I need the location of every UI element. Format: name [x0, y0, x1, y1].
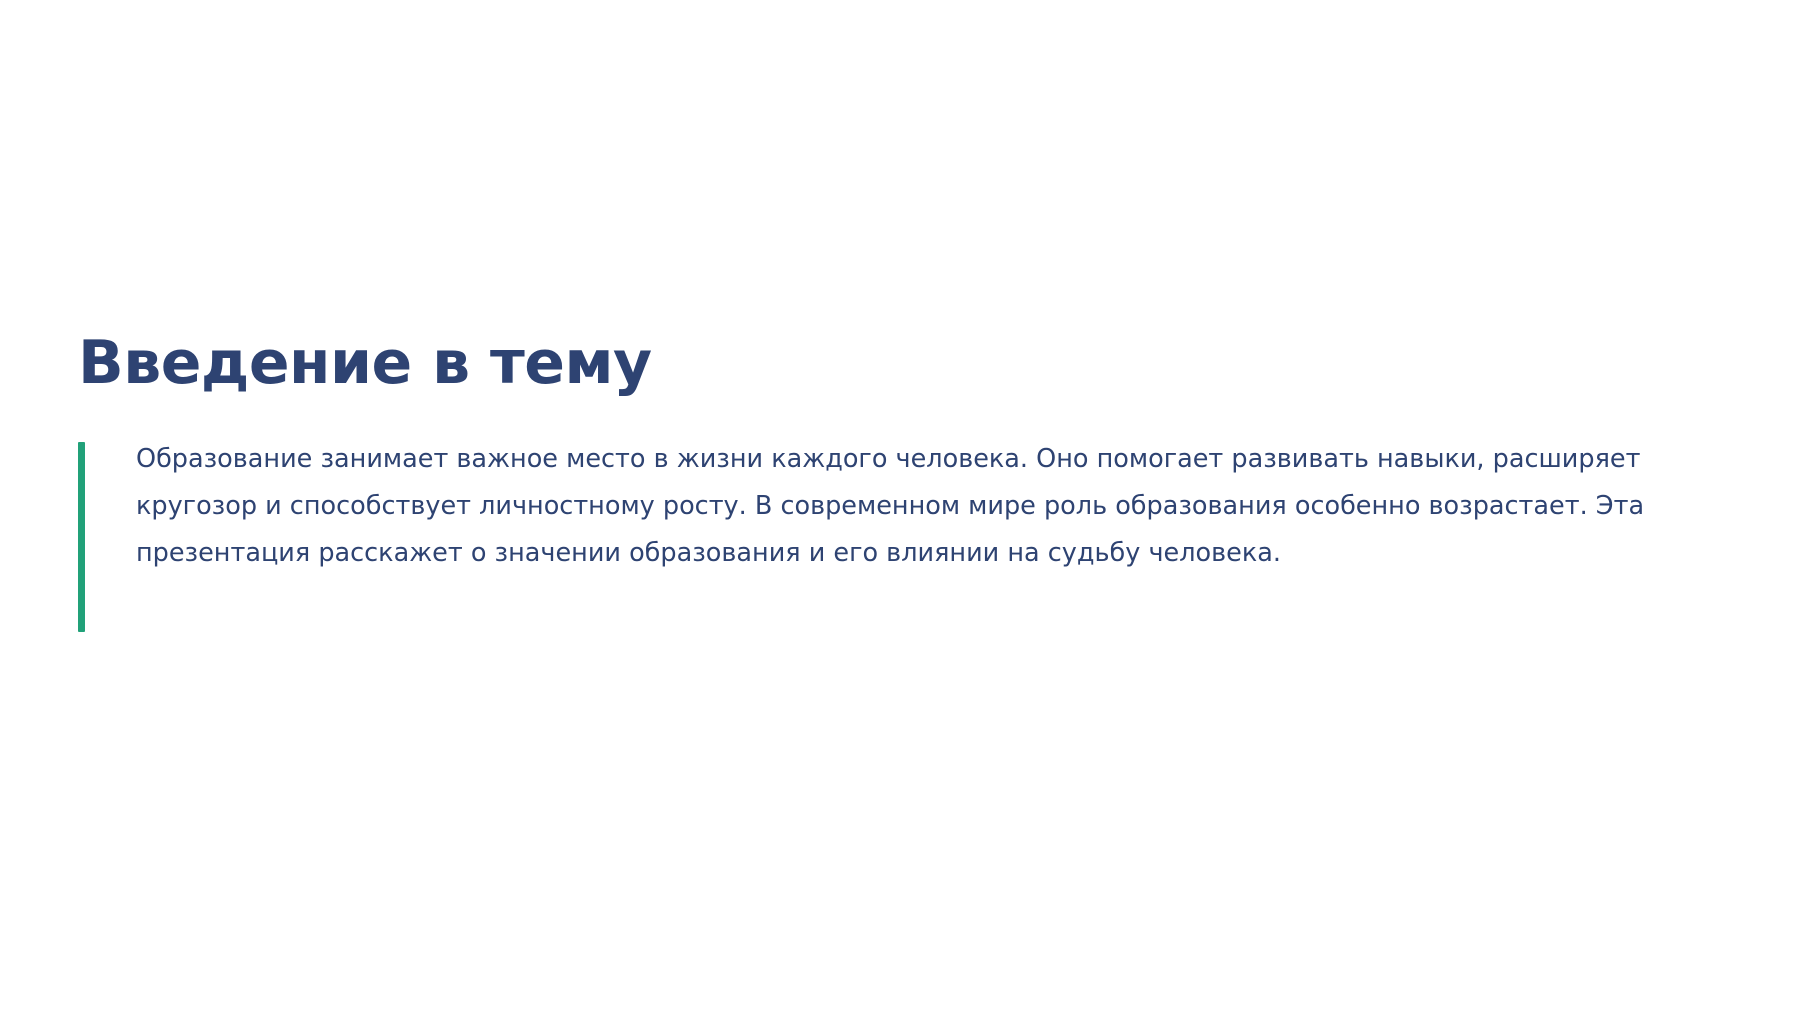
body-paragraph: Образование занимает важное место в жизни каждого человека. Оно помогает развивать навыки, расширяет кругозор и способствует личностному росту. В современном мире роль образования особенно возрастает. Эта презентация расскажет о значении образования и его влиянии на судьбу человека.	[136, 444, 1645, 569]
body-block	[78, 436, 1718, 578]
page-title: Введение в тему	[78, 328, 652, 398]
slide-content	[78, 330, 1718, 578]
accent-bar-decoration	[78, 442, 85, 632]
